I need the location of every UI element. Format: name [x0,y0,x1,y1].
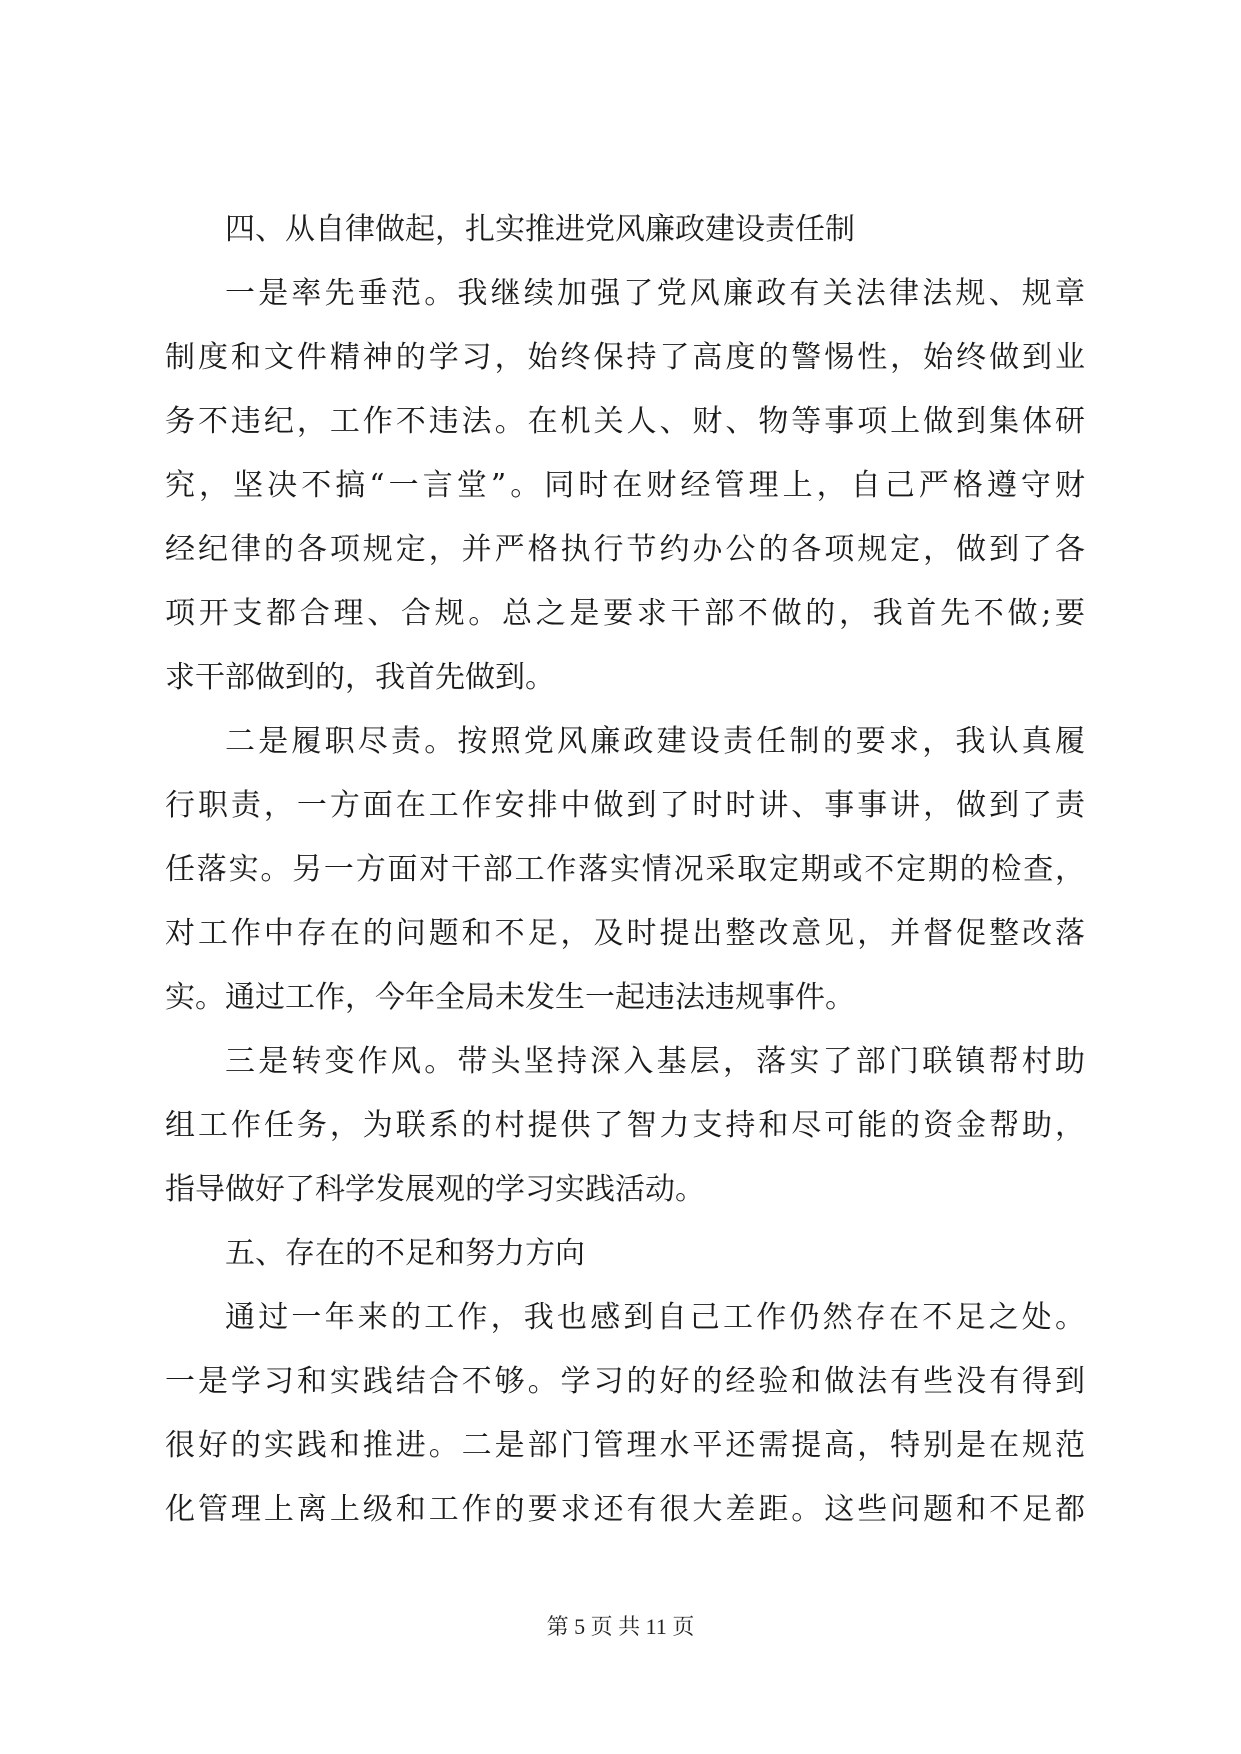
paragraph-line: 化管理上离上级和工作的要求还有很大差距。这些问题和不足都 [165,1492,1085,1527]
paragraph-line: 三是转变作风。带头坚持深入基层，落实了部门联镇帮村助 [225,1044,1085,1079]
paragraph-line: 制度和文件精神的学习，始终保持了高度的警惕性，始终做到业 [165,340,1085,375]
paragraph-line: 一是学习和实践结合不够。学习的好的经验和做法有些没有得到 [165,1364,1085,1399]
paragraph-fulfill-duties [165,710,1085,1030]
paragraph-line: 通过一年来的工作，我也感到自己工作仍然存在不足之处。 [225,1300,1085,1335]
paragraph-line: 很好的实践和推进。二是部门管理水平还需提高，特别是在规范 [165,1428,1085,1463]
paragraph-line: 务不违纪，工作不违法。在机关人、财、物等事项上做到集体研 [165,404,1085,439]
paragraph-line: 二是履职尽责。按照党风廉政建设责任制的要求，我认真履 [225,724,1085,759]
section-heading-5: 五、存在的不足和努力方向 [225,1236,585,1271]
paragraph-line: 组工作任务，为联系的村提供了智力支持和尽可能的资金帮助， [165,1108,1085,1143]
paragraph-line: 项开支都合理、合规。总之是要求干部不做的，我首先不做;要 [165,596,1085,631]
document-body [165,198,1085,1542]
paragraph-shortcomings [165,1286,1085,1542]
paragraph-line: 经纪律的各项规定，并严格执行节约办公的各项规定，做到了各 [165,532,1085,567]
paragraph-line: 究，坚决不搞“一言堂”。同时在财经管理上，自己严格遵守财 [165,468,1085,503]
paragraph-line: 对工作中存在的问题和不足，及时提出整改意见，并督促整改落 [165,916,1085,951]
paragraph-line: 指导做好了科学发展观的学习实践活动。 [165,1172,705,1207]
paragraph-line: 一是率先垂范。我继续加强了党风廉政有关法律法规、规章 [225,276,1085,311]
paragraph-line: 任落实。另一方面对干部工作落实情况采取定期或不定期的检查， [165,852,1085,887]
section-heading-4: 四、从自律做起，扎实推进党风廉政建设责任制 [225,212,855,247]
paragraph-line: 实。通过工作，今年全局未发生一起违法违规事件。 [165,980,855,1015]
paragraph-line: 求干部做到的，我首先做到。 [165,660,555,695]
page-number-footer: 第 5 页 共 11 页 [546,1614,695,1639]
paragraph-change-style [165,1030,1085,1222]
paragraph-lead-by-example [165,262,1085,710]
paragraph-line: 行职责，一方面在工作安排中做到了时时讲、事事讲，做到了责 [165,788,1085,823]
